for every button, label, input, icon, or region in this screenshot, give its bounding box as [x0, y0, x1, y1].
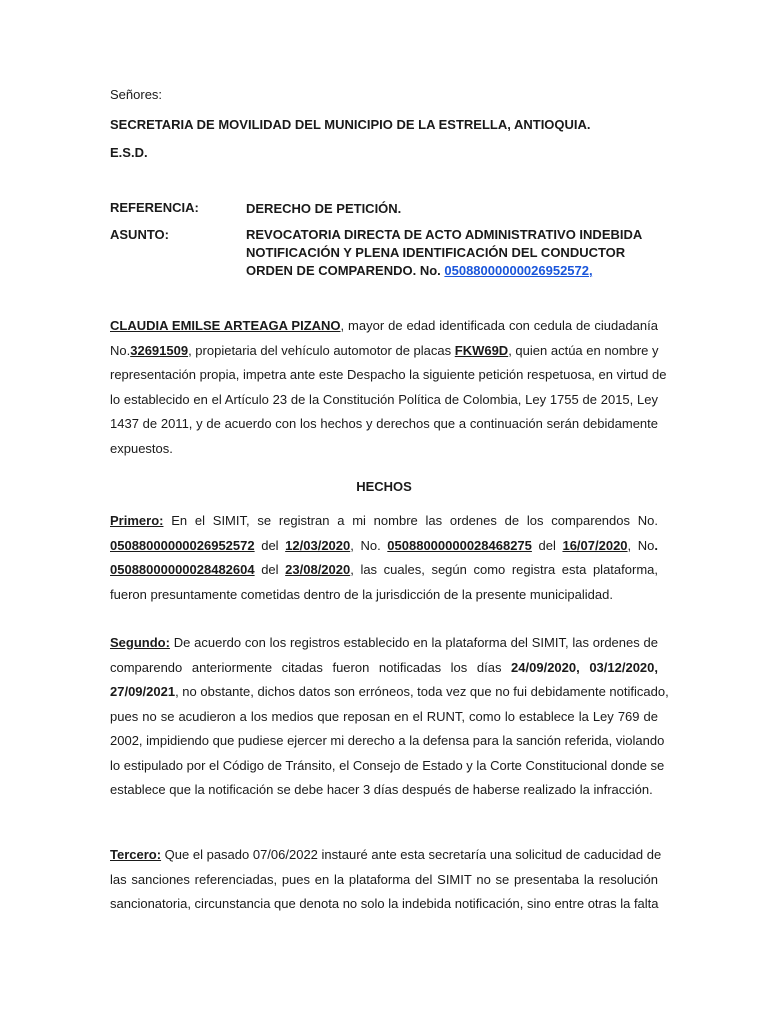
tercero-line: las sanciones referenciadas, pues en la plataforma del SIMIT no se presentaba la resolución — [110, 871, 658, 887]
comparendo-2: 05088000000028468275 — [387, 537, 532, 553]
recipient: SECRETARIA DE MOVILIDAD DEL MUNICIPIO DE LA ESTRELLA, ANTIOQUIA. — [110, 117, 591, 132]
segundo-text-1: De acuerdo con los registros establecido en la plataforma del SIMIT, las ordenes de — [169, 635, 658, 650]
primero-label: Primero: — [110, 513, 164, 528]
subject-line-3 — [246, 262, 642, 280]
comparendo-1: 05088000000026952572 — [110, 537, 255, 553]
intro-text-4: , quien actúa en nombre y — [508, 342, 659, 358]
tercero-label: Tercero: — [110, 847, 162, 862]
intro-line: representación propia, impetra ante este Despacho la siguiente petición respetuosa, en virtud de — [110, 367, 667, 382]
intro-text-2: No. — [110, 342, 131, 358]
primero-text-3: , las cuales, según como registra esta plataforma, — [350, 562, 658, 577]
intro-line: lo establecido en el Artículo 23 de la Constitución Política de Colombia, Ley 1755 de 2015, Ley — [110, 391, 658, 407]
notification-date-3: 27/09/2021 — [110, 684, 176, 699]
comparendo-link-suffix: , — [589, 263, 593, 278]
salutation: Señores: — [110, 87, 163, 102]
primero-text-1: En el SIMIT, se registran a mi nombre las ordenes de los comparendos No. — [163, 513, 658, 528]
primero-line — [110, 558, 658, 583]
primero-line: fueron presuntamente cometidas dentro de la jurisdicción de la presente municipalidad. — [110, 586, 613, 602]
primero-line — [110, 534, 658, 559]
segundo-line: 2002, impidiendo que pudiese ejercer mi derecho a la defensa para la sanción referida, violando — [110, 733, 665, 748]
segundo-line — [110, 680, 669, 705]
esd-line: E.S.D. — [110, 145, 148, 160]
reference-label: REFERENCIA: — [110, 200, 199, 215]
hechos-heading: HECHOS — [356, 479, 412, 494]
segundo-line — [110, 656, 658, 681]
comparendo-3-date: 23/08/2020 — [285, 562, 351, 577]
primero-no-2: , No. — [350, 537, 388, 553]
cedula-number: 32691509 — [130, 342, 189, 358]
reference-value: DERECHO DE PETICIÓN. — [246, 201, 402, 216]
primero-del-2: del — [531, 537, 563, 553]
primero-del-1: del — [254, 537, 286, 553]
comparendo-3: 05088000000028482604 — [110, 562, 255, 577]
intro-text-3: , propietaria del vehículo automotor de placas — [188, 342, 455, 358]
segundo-label: Segundo: — [110, 635, 170, 650]
comparendo-link[interactable]: 05088000000026952572 — [444, 263, 589, 278]
tercero-paragraph — [110, 843, 662, 917]
intro-line — [110, 339, 658, 364]
primero-line — [110, 509, 658, 534]
tercero-line — [110, 843, 662, 868]
segundo-line: lo estipulado por el Código de Tránsito, el Consejo de Estado y la Corte Constitucional donde se — [110, 757, 665, 773]
tercero-text-1: Que el pasado 07/06/2022 instauré ante esta secretaría una solicitud de caducidad de — [161, 847, 662, 862]
primero-paragraph — [110, 509, 658, 607]
segundo-line — [110, 631, 658, 656]
primero-dot: . — [654, 537, 659, 553]
subject-label: ASUNTO: — [110, 227, 169, 242]
segundo-text-2: comparendo anteriormente citadas fueron notificadas los días — [110, 659, 512, 675]
intro-line — [110, 314, 658, 339]
subject-line-1: REVOCATORIA DIRECTA DE ACTO ADMINISTRATIVO INDEBIDA — [246, 227, 643, 242]
comparendo-2-date: 16/07/2020 — [562, 537, 628, 553]
primero-no-3: , No — [627, 537, 655, 553]
segundo-text-3: , no obstante, dichos datos son erróneos, toda vez que no fui debidamente notificado, — [175, 684, 669, 699]
segundo-line: establece que la notificación se debe hacer 3 días después de haberse realizado la infracción. — [110, 782, 653, 797]
primero-del-3: del — [254, 562, 286, 577]
intro-text-1: , mayor de edad identificada con cedula de ciudadanía — [340, 318, 658, 333]
subject-value — [246, 226, 642, 280]
intro-line: 1437 de 2011, y de acuerdo con los hechos y derechos que a continuación serán debidamente — [110, 416, 658, 431]
segundo-paragraph — [110, 631, 669, 803]
tercero-line: sancionatoria, circunstancia que denota no solo la indebida notificación, sino entre otras la falta — [110, 896, 659, 911]
intro-line: expuestos. — [110, 440, 173, 456]
segundo-line: pues no se acudieron a los medios que reposan en el RUNT, como lo establece la Ley 769 de — [110, 708, 658, 724]
notification-dates: 24/09/2020, 03/12/2020, — [511, 659, 658, 675]
petitioner-name: CLAUDIA EMILSE ARTEAGA PIZANO — [110, 318, 341, 333]
subject-line-2: NOTIFICACIÓN Y PLENA IDENTIFICACIÓN DEL CONDUCTOR — [246, 245, 626, 260]
intro-paragraph — [110, 314, 667, 461]
subject-line-3-prefix: ORDEN DE COMPARENDO. No. — [246, 263, 441, 278]
comparendo-1-date: 12/03/2020 — [285, 537, 351, 553]
vehicle-plate: FKW69D — [454, 342, 509, 358]
